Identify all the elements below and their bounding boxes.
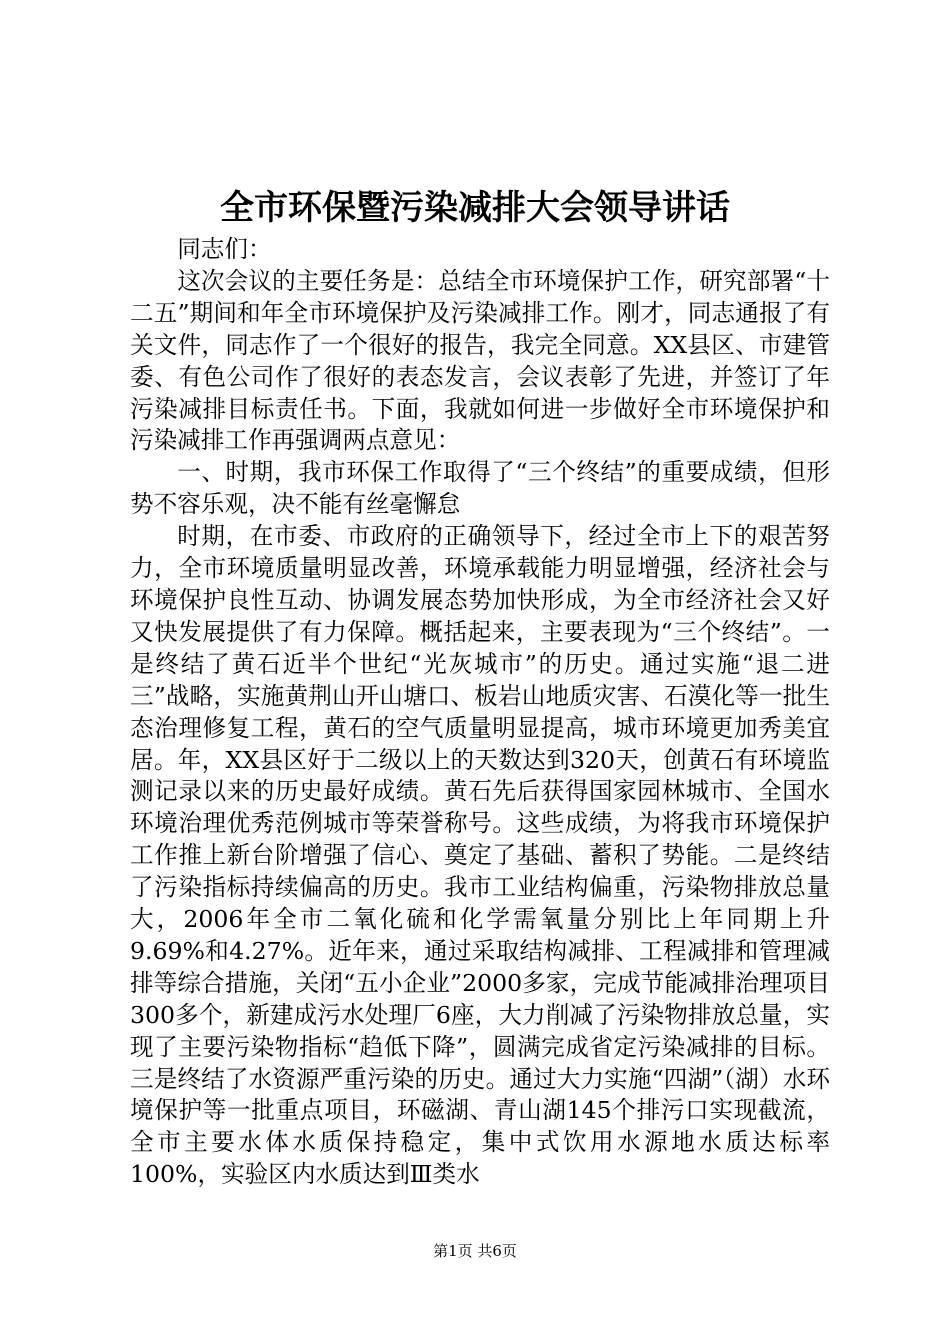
document-body	[130, 234, 830, 1191]
page-number-footer: 第1页 共6页	[433, 1242, 517, 1260]
intro-paragraph: 这次会议的主要任务是：总结全市环境保护工作，研究部署“十二五”期间和年全市环境保护及污染减排工作。刚才，同志通报了有关文件，同志作了一个很好的报告，我完全同意。XX县区、市建管委、有色公司作了很好的表态发言，会议表彰了先进，并签订了年污染减排目标责任书。下面，我就如何进一步做好全市环境保护和污染减排工作再强调两点意见：	[130, 266, 830, 455]
section-heading-paragraph: 一、时期，我市环保工作取得了“三个终结”的重要成绩，但形势不容乐观，决不能有丝毫懈怠	[130, 458, 830, 519]
document-title: 全市环保暨污染减排大会领导讲话	[220, 188, 730, 228]
body-paragraph: 时期，在市委、市政府的正确领导下，经过全市上下的艰苦努力，全市环境质量明显改善，环境承载能力明显增强，经济社会与环境保护良性互动、协调发展态势加快形成，为全市经济社会又好又快发展提供了有力保障。概括起来，主要表现为“三个终结”。一是终结了黄石近半个世纪“光灰城市”的历史。通过实施“退二进三”战略，实施黄荆山开山塘口、板岩山地质灾害、石漠化等一批生态治理修复工程，黄石的空气质量明显提高，城市环境更加秀美宜居。年，XX县区好于二级以上的天数达到320天，创黄石有环境监测记录以来的历史最好成绩。黄石先后获得国家园林城市、全国水环境治理优秀范例城市等荣誉称号。这些成绩，为将我市环境保护工作推上新台阶增强了信心、奠定了基础、蓄积了势能。二是终结了污染指标持续偏高的历史。我市工业结构偏重，污染物排放总量大，2006年全市二氧化硫和化学需氧量分别比上年同期上升9.69%和4.27%。近年来，通过采取结构减排、工程减排和管理减排等综合措施，关闭“五小企业”2000多家，完成节能减排治理项目300多个，新建成污水处理厂6座，大力削减了污染物排放总量，实现了主要污染物指标“趋低下降”，圆满完成省定污染减排的目标。三是终结了水资源严重污染的历史。通过大力实施“四湖”（湖）水环境保护等一批重点项目，环磁湖、青山湖145个排污口实现截流，全市主要水体水质保持稳定，集中式饮用水源地水质达标率100%，实验区内水质达到Ⅲ类水	[130, 522, 830, 1189]
salutation-paragraph: 同志们：	[177, 235, 272, 263]
